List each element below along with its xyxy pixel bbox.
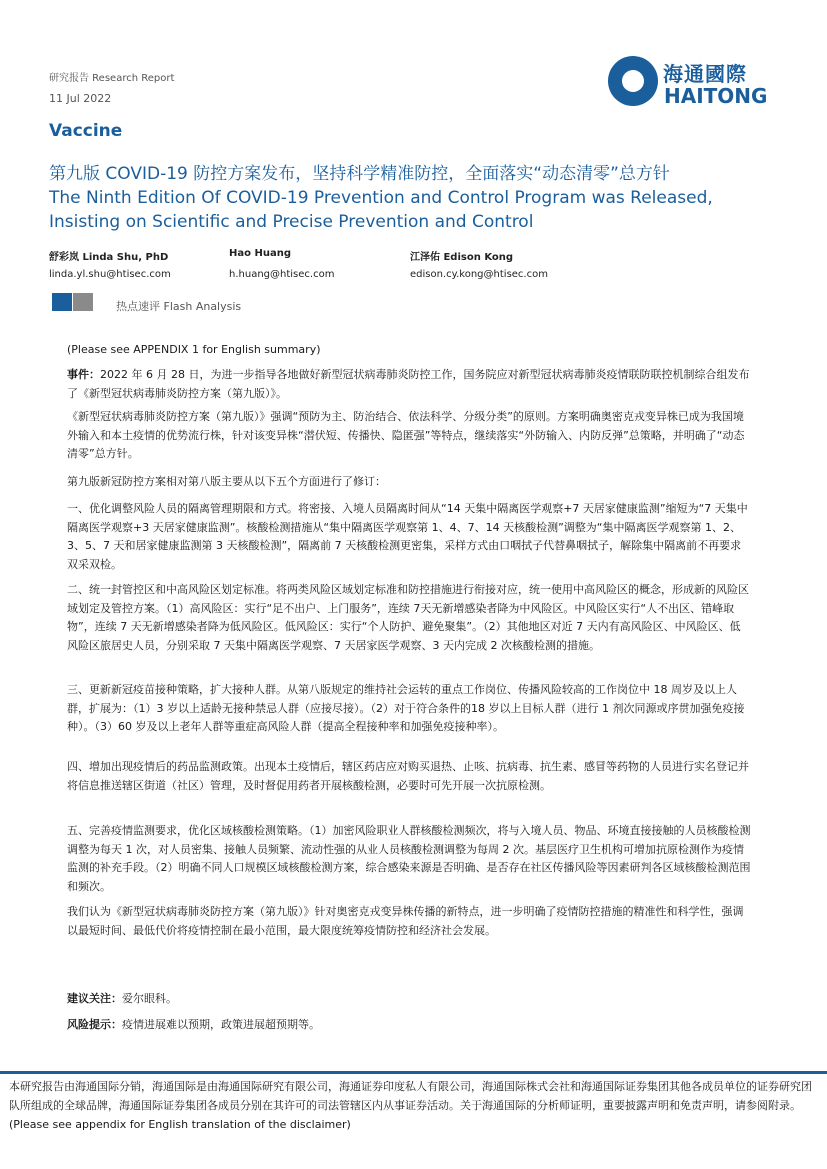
author-name: Hao Huang (229, 248, 291, 259)
author-email[interactable]: linda.yl.shu@htisec.com (49, 269, 171, 280)
sector-label: Vaccine (49, 121, 123, 141)
point-3-text: 三、更新新冠疫苗接种策略，扩大接种人群。从第八版规定的维持社会运转的重点工作岗位、传播风险较高的工作岗位中 18 周岁及以上人群，扩展为：（1）3 岁以上适龄无接种禁忌人群（应接尽接）。（2）对于符合条件的18 岁以上目标人群（进行 1 剂次同源或序贯加强免疫接种）。（3）60 岁及以上老年人群等重症高风险人群（提高全程接种率和加强免疫接种率）。 (67, 683, 745, 733)
risk-line (67, 1016, 751, 1035)
paragraph-intro-text: 第九版新冠防控方案相对第八版主要从以下五个方面进行了修订： (67, 475, 386, 488)
author-2 (229, 248, 335, 280)
paragraph-point-5 (67, 822, 751, 896)
paragraph-point-1 (67, 500, 751, 574)
paragraph-conclusion (67, 903, 751, 940)
author-name: 舒彩岚 Linda Shu, PhD (49, 252, 169, 263)
point-4-text: 四、增加出现疫情后的药品监测政策。出现本土疫情后，辖区药店应对购买退热、止咳、抗病毒、抗生素、感冒等药物的人员进行实名登记并将信息推送辖区街道（社区）管理，及时督促用药者开展核酸检测，必要时可先开展一次抗原检测。 (67, 760, 749, 792)
point-2-text: 二、统一封管控区和中高风险区划定标准。将两类风险区域划定标准和防控措施进行衔接对应，统一使用中高风险区的概念，形成新的风险区域划定及管控方案。（1）高风险区：实行“足不出户、上门服务”，连续 7天无新增感染者降为中风险区。中风险区实行“人不出区、错峰取物”，连续 7 天无新增感染者降为低风险区。低风险区：实行“个人防护、避免聚集”。（2）其他地区对近 7 天内有高风险区、中风险区、低风险区旅居史人员，分别采取 7 天集中隔离医学观察、7 天居家医学观察、3 天内完成 2 次核酸检测的措施。 (67, 583, 749, 652)
footer-divider (0, 1071, 827, 1074)
logo-mark-icon (608, 56, 658, 106)
paragraph-principles (67, 408, 751, 464)
paragraph-point-4 (67, 758, 751, 795)
suggestion-line (67, 990, 751, 1009)
author-email[interactable]: h.huang@htisec.com (229, 269, 335, 280)
author-email[interactable]: edison.cy.kong@htisec.com (410, 269, 548, 280)
point-1-text: 一、优化调整风险人员的隔离管理期限和方式。将密接、入境人员隔离时间从“14 天集中隔离医学观察+7 天居家健康监测”缩短为“7 天集中隔离医学观察+3 天居家健康监测”。核酸检测措施从“集中隔离医学观察第 1、4、7、14 天核酸检测”调整为“集中隔离医学观察第 1、2、3、5、7 天和居家健康监测第 3 天核酸检测”，隔离前 7 天核酸检测更密集，采样方式由口咽拭子代替鼻咽拭子，解除集中隔离前不再要求双采双检。 (67, 502, 748, 571)
logo-text-en: HAITONG (664, 84, 768, 108)
suggestion-label: 建议关注： (67, 992, 122, 1005)
paragraph-principles-text: 《新型冠状病毒肺炎防控方案（第九版）》强调“预防为主、防治结合、依法科学、分级分类”的原则。方案明确奥密克戎变异株已成为我国境外输入和本土疫情的优势流行株，针对该变异株“潜伏短、传播快、隐匿强”等特点，继续落实“外防输入、内防反弹”总策略，并明确了“动态清零”总方针。 (67, 410, 745, 460)
event-text: 2022 年 6 月 28 日，为进一步指导各地做好新型冠状病毒肺炎防控工作，国务院应对新型冠状病毒肺炎疫情联防联控机制综合组发布了《新型冠状病毒肺炎防控方案（第九版）》。 (67, 368, 750, 400)
logo-text-cn: 海通國際 (663, 62, 747, 86)
risk-text: 疫情进展难以预期，政策进展超预期等。 (122, 1018, 320, 1031)
point-5-text: 五、完善疫情监测要求，优化区域核酸检测策略。（1）加密风险职业人群核酸检测频次，将与入境人员、物品、环境直接接触的人员核酸检测调整为每天 1 次，对人员密集、接触人员频繁、流动性强的从业人员核酸检测调整为每周 2 次。基层医疗卫生机构可增加抗原检测作为疫情监测的补充手段。（2）明确不同人口规模区域核酸检测方案，综合感染来源是否明确、是否存在社区传播风险等因素研判各区域核酸检测范围和频次。 (67, 824, 751, 893)
event-paragraph (67, 366, 751, 403)
author-name: 江泽佑 Edison Kong (410, 252, 514, 263)
appendix-note: (Please see APPENDIX 1 for English summary) (67, 343, 321, 356)
haitong-logo (608, 56, 768, 108)
paragraph-point-3 (67, 681, 751, 737)
suggestion-text: 爱尔眼科。 (122, 992, 177, 1005)
paragraph-intro (67, 473, 751, 492)
conclusion-text: 我们认为《新型冠状病毒肺炎防控方案（第九版）》针对奥密克戎变异株传播的新特点，进一步明确了疫情防控措施的精准性和科学性，强调以最短时间、最低代价将疫情控制在最小范围，最大限度统筹疫情防控和经济社会发展。 (67, 905, 744, 937)
report-title-cn: 第九版 COVID-19 防控方案发布，坚持科学精准防控，全面落实“动态清零”总方针 (49, 164, 670, 184)
report-title-en: The Ninth Edition Of COVID-19 Prevention and Control Program was Released, Insisting on Scientific and Precise Prevention and Control (49, 188, 713, 232)
footer-disclaimer: 本研究报告由海通国际分销，海通国际是由海通国际研究有限公司，海通证券印度私人有限公司，海通国际株式会社和海通国际证券集团其他各成员单位的证券研究团队所组成的全球品牌，海通国际证券集团各成员分别在其许可的司法管辖区内从事证券活动。关于海通国际的分析师证明，重要披露声明和免责声明，请参阅附录。(Please see appendix for English translation of the disclaimer) (9, 1080, 812, 1131)
risk-label: 风险提示： (67, 1018, 122, 1031)
report-date: 11 Jul 2022 (49, 92, 112, 105)
event-label: 事件： (67, 368, 100, 381)
paragraph-point-2 (67, 581, 751, 655)
flash-analysis-label: 热点速评 Flash Analysis (116, 300, 242, 313)
report-type: 研究报告 Research Report (49, 73, 175, 84)
author-3 (410, 248, 548, 280)
author-1 (49, 248, 171, 280)
blue-square-icon (52, 293, 72, 311)
gray-square-icon (73, 293, 93, 311)
